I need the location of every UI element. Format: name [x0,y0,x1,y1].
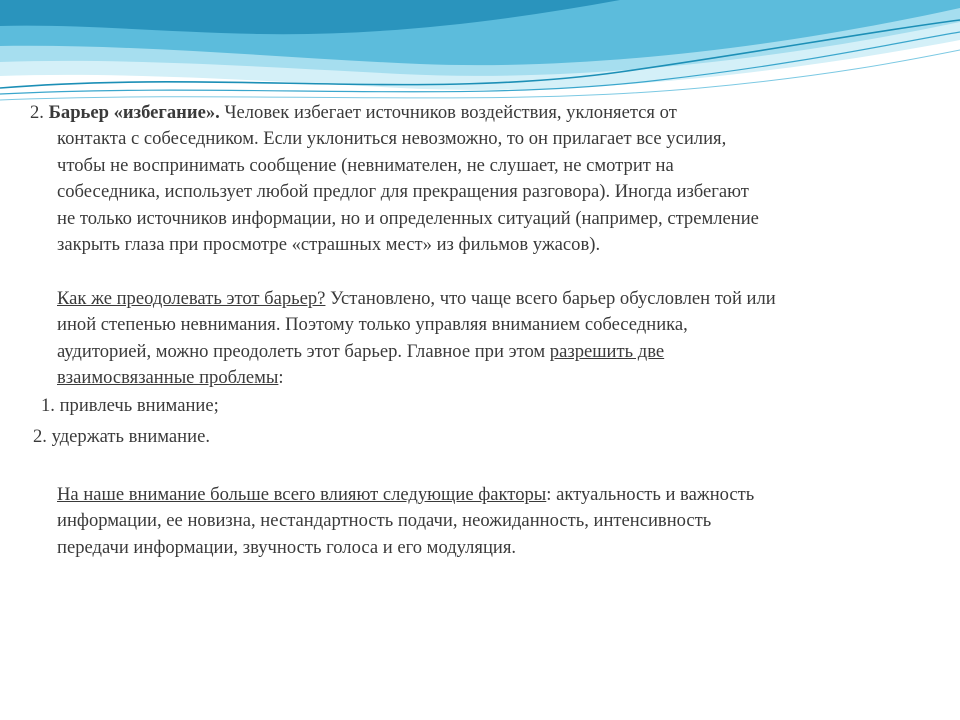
paragraph1-line1 [30,100,759,126]
paragraph2-line2: иной степенью невнимания. Поэтому только управляя вниманием собеседника, [57,314,688,336]
paragraph2-line3 [57,339,776,365]
paragraph3-line1-text: : актуальность и важность [546,484,755,505]
paragraph2-line3-text: аудиторией, можно преодолеть этот барьер. Главное при этом [57,340,550,362]
paragraph1-heading: Барьер «избегание». [48,102,220,123]
paragraph2-key-phrase-part2: взаимосвязанные проблемы [57,367,279,389]
paragraph1-line4: собеседника, использует любой предлог для прекращения разговора). Иногда избегают [57,181,749,203]
list-item-2: 2. удержать внимание. [33,426,210,447]
paragraph2-line1 [57,286,776,312]
paragraph-avoidance-barrier [30,100,759,258]
paragraph1-line1-text: Человек избегает источников воздействия, уклоняется от [224,102,677,123]
paragraph3-line1 [57,482,754,508]
paragraph3-lead: На наше внимание больше всего влияют следующие факторы [57,484,547,505]
paragraph3-line2: информации, ее новизна, нестандартность подачи, неожиданность, интенсивность [57,510,712,532]
paragraph-overcoming-barrier [57,286,776,392]
list-item-1: 1. привлечь внимание; [41,395,219,416]
paragraph1-number: 2. [30,102,44,123]
paragraph2-key-phrase-part1: разрешить две [549,340,665,362]
paragraph2-line4 [57,365,776,391]
paragraph2-question: Как же преодолевать этот барьер? [57,288,326,309]
paragraph1-line5: не только источников информации, но и определенных ситуаций (например, стремление [57,207,759,229]
paragraph1-line2: контакта с собеседником. Если уклониться невозможно, то он прилагает все усилия, [57,128,727,150]
paragraph2-line4-colon: : [278,367,284,389]
paragraph1-line3: чтобы не воспринимать сообщение (невнимателен, не слушает, не смотрит на [57,154,674,176]
paragraph-attention-factors [57,482,754,561]
paragraph2-line1-text: Установлено, что чаще всего барьер обусловлен той или [325,288,776,309]
paragraph1-line6: закрыть глаза при просмотре «страшных мест» из фильмов ужасов). [57,234,601,256]
paragraph3-line3: передачи информации, звучность голоса и его модуляция. [57,536,517,558]
